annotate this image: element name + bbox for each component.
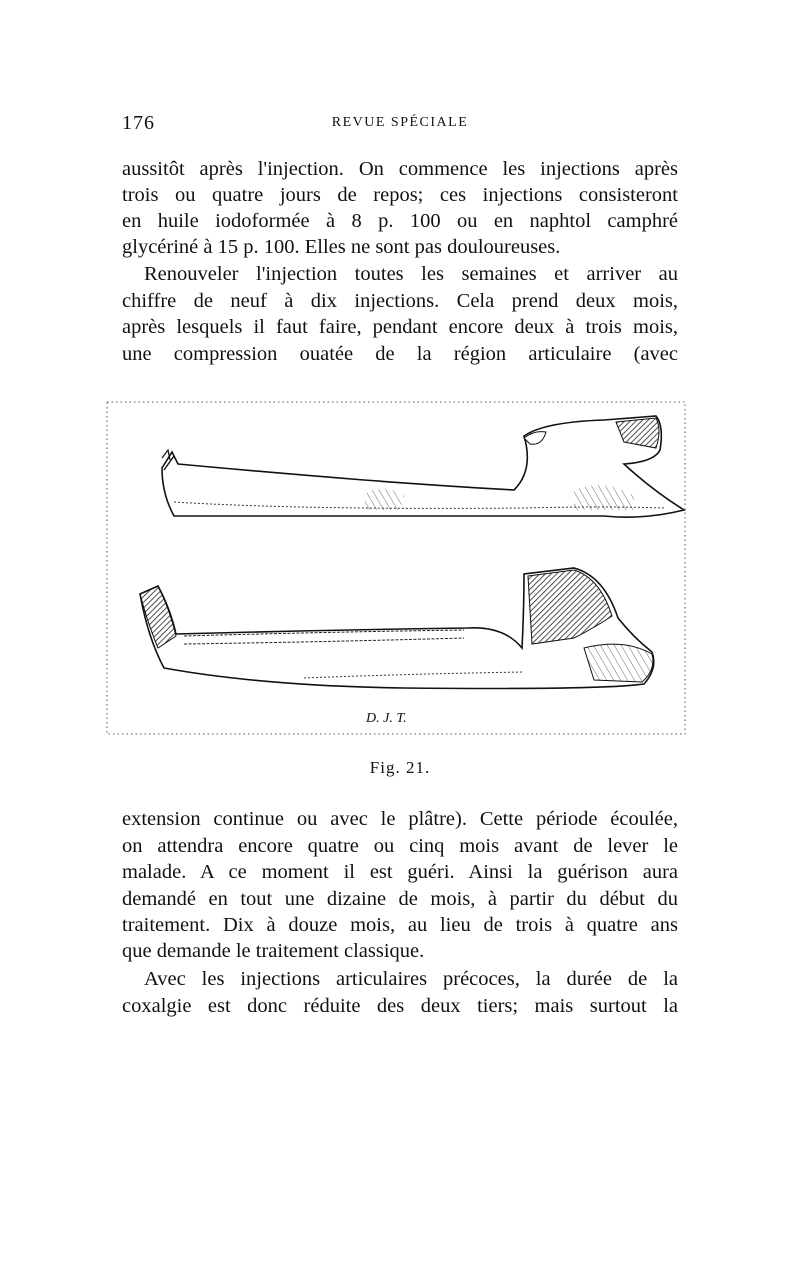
text-line: Renouveler l'injection toutes les semaines et arriver au bbox=[144, 263, 678, 285]
text-line: traitement. Dix à douze mois, au lieu de trois à quatre ans bbox=[122, 914, 678, 936]
text-line: extension continue ou avec le plâtre). Cette période écoulée, bbox=[122, 808, 678, 830]
text-line: malade. A ce moment il est guéri. Ainsi la guérison aura bbox=[122, 861, 678, 883]
text-line: Avec les injections articulaires précoces, la durée de la bbox=[144, 968, 678, 990]
text-line: chiffre de neuf à dix injections. Cela prend deux mois, bbox=[122, 290, 678, 312]
text-line: glycériné à 15 p. 100. Elles ne sont pas douloureuses. bbox=[122, 236, 561, 258]
splint-illustration bbox=[104, 398, 690, 738]
figure-caption: Fig. 21. bbox=[369, 758, 431, 777]
text-line: coxalgie est donc réduite des deux tiers; mais surtout la bbox=[122, 995, 678, 1017]
engraver-signature: D. J. T. bbox=[366, 711, 407, 726]
text-line: demandé en tout une dizaine de mois, à partir du début du bbox=[122, 888, 678, 910]
text-line: trois ou quatre jours de repos; ces injections consisteront bbox=[122, 184, 678, 206]
text-line: après lesquels il faut faire, pendant encore deux à trois mois, bbox=[122, 316, 678, 338]
text-line: que demande le traitement classique. bbox=[122, 940, 425, 962]
text-line: aussitôt après l'injection. On commence les injections après bbox=[122, 158, 678, 180]
running-title: REVUE SPÉCIALE bbox=[331, 115, 469, 130]
lower-splint bbox=[140, 568, 654, 689]
text-line: en huile iodoformée à 8 p. 100 ou en naphtol camphré bbox=[122, 210, 678, 232]
text-line: une compression ouatée de la région articulaire (avec bbox=[122, 343, 678, 365]
upper-splint bbox=[162, 416, 684, 517]
text-line: on attendra encore quatre ou cinq mois avant de lever le bbox=[122, 835, 678, 857]
page-header bbox=[122, 112, 678, 138]
page-number: 176 bbox=[122, 112, 155, 134]
